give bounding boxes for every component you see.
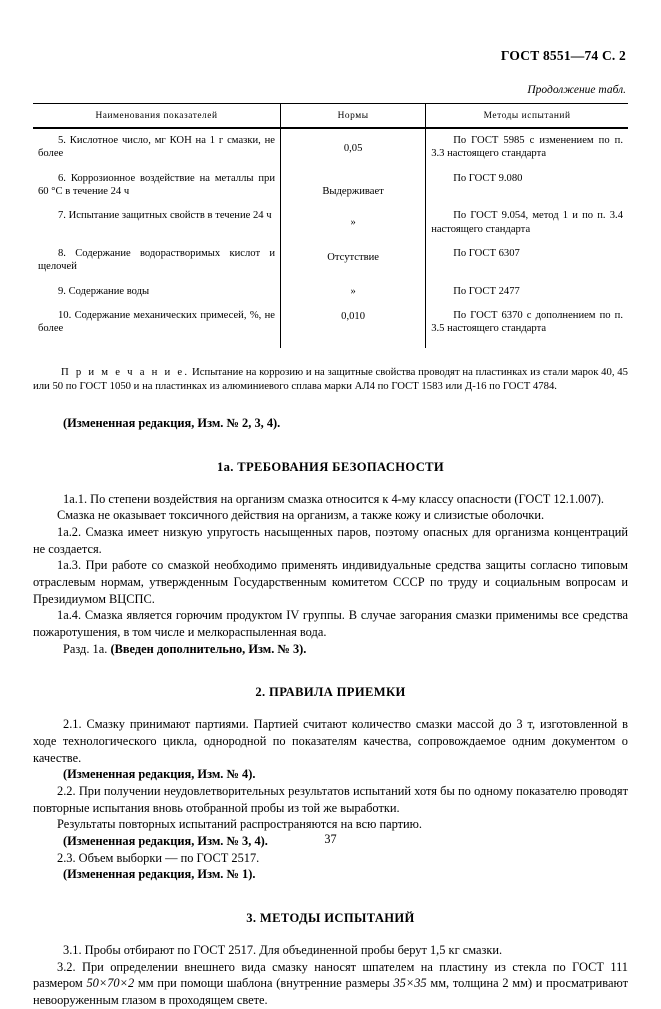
cell-method: По ГОСТ 6370 с дополнением по п. 3.5 настоящего стандарта — [426, 304, 628, 348]
cell-method: По ГОСТ 6307 — [426, 242, 628, 280]
column-header-method: Методы испытаний — [426, 104, 628, 129]
cell-indicator: 6. Коррозионное воздействие на металлы при 60 °С в течение 24 ч — [38, 172, 276, 198]
paragraph-1a-1: 1а.1. По степени воздействия на организм смазка относится к 4-му классу опасности (ГОСТ 12.1.007). — [63, 491, 604, 506]
cell-indicator: 5. Кислотное число, мг КОН на 1 г смазки, не более — [38, 135, 276, 160]
table-row — [33, 242, 628, 280]
column-header-norm: Нормы — [281, 104, 426, 129]
table-row — [33, 128, 628, 167]
amendment-2-2: (Измененная редакция, Изм. № 3, 4). — [63, 834, 268, 849]
cell-norm: Отсутствие — [281, 242, 426, 280]
table-header-row — [33, 104, 628, 129]
cell-method: По ГОСТ 9.054, метод 1 и по п. 3.4 настоящего стандарта — [426, 204, 628, 242]
cell-method: По ГОСТ 5985 с изменением по п. 3.3 настоящего стандарта — [426, 128, 628, 167]
paragraph-3-2-part-c: мм, толщина 2 мм) и просматривают невооруженным глазом в проходящем свете. — [33, 976, 628, 1008]
table-row — [33, 167, 628, 205]
amendment-2-3: (Измененная редакция, Изм. № 1). — [63, 867, 256, 882]
cell-indicator: 10. Содержание механических примесей, %, не более — [38, 310, 276, 335]
paragraph-1a-2: 1а.2. Смазка имеет низкую упругость насыщенных паров, поэтому опасных для организма концентраций не создается. — [33, 525, 628, 556]
cell-method: По ГОСТ 9.080 — [426, 167, 628, 205]
paragraph-3-2-part-a: 3.2. При определении внешнего вида смазку наносят шпателем на пластину из стекла по ГОСТ 111 размером — [33, 959, 628, 991]
table-row — [33, 204, 628, 242]
cell-norm: 0,010 — [281, 304, 426, 348]
note-label: П р и м е ч а н и е. — [61, 365, 190, 378]
specification-table — [33, 103, 628, 348]
section-heading-2: 2. ПРАВИЛА ПРИЕМКИ — [255, 685, 406, 700]
page-number: 37 — [324, 832, 337, 846]
table-row — [33, 280, 628, 304]
paragraph-2-2-extra: Результаты повторных испытаний распространяются на всю партию. — [57, 817, 423, 832]
razd-1a-line — [33, 641, 628, 658]
table-row — [33, 304, 628, 348]
razd-prefix: Разд. 1а. — [63, 641, 111, 656]
cell-norm: 0,05 — [281, 128, 426, 167]
specification-table-wrapper — [33, 103, 628, 348]
amendment-note-table: (Измененная редакция, Изм. № 2, 3, 4). — [63, 416, 281, 431]
section-heading-1a: 1а. ТРЕБОВАНИЯ БЕЗОПАСНОСТИ — [216, 459, 445, 474]
cell-norm: » — [281, 280, 426, 304]
dimension-plate: 50×70×2 — [86, 976, 135, 991]
note-text: Испытание на коррозию и на защитные свойства проводят на пластинках из стали марок 40, 45 или 50 по ГОСТ 1050 и на пластинках из алюминиевого сплава марки АЛ4 по ГОСТ 1583 или Д-16 по ГОСТ 4784. — [33, 365, 628, 392]
section-heading-3: 3. МЕТОДЫ ИСПЫТАНИЙ — [246, 911, 415, 926]
paragraph-1a-3: 1а.3. При работе со смазкой необходимо применять индивидуальные средства защиты согласно типовым отраслевым нормам, утвержденным Государственным комитетом СССР по труду и социальным вопросам и Президиумом ВЦСПС. — [33, 558, 628, 606]
cell-method: По ГОСТ 2477 — [426, 280, 628, 304]
cell-indicator: 7. Испытание защитных свойств в течение 24 ч — [58, 210, 272, 222]
running-head: ГОСТ 8551—74 С. 2 — [500, 48, 626, 63]
paragraph-1a-4: 1а.4. Смазка является горючим продуктом IV группы. В случае загорания смазки применимы все средства пожаротушения, в том числе и мелкораспыленная вода. — [33, 608, 628, 640]
paragraph-1a-1-extra: Смазка не оказывает токсичного действия на организм, а также кожу и слизистые оболочки. — [57, 508, 545, 523]
cell-indicator: 9. Содержание воды — [58, 285, 150, 297]
paragraph-3-2 — [33, 959, 628, 1009]
table-continuation-label: Продолжение табл. — [527, 84, 626, 96]
table-head — [33, 104, 628, 129]
dimension-template: 35×35 — [393, 976, 427, 991]
cell-norm: » — [281, 204, 426, 242]
table-note — [33, 365, 628, 393]
paragraph-3-2-part-b: мм при помощи шаблона (внутренние размеры — [134, 976, 394, 991]
cell-indicator: 8. Содержание водорастворимых кислот и щелочей — [38, 248, 276, 273]
razd-amendment: (Введен дополнительно, Изм. № 3). — [110, 641, 307, 656]
column-header-indicator: Наименования показателей — [33, 104, 281, 129]
paragraph-3-1: 3.1. Пробы отбирают по ГОСТ 2517. Для объединенной пробы берут 1,5 кг смазки. — [63, 943, 503, 958]
table-body — [33, 128, 628, 348]
paragraph-2-3: 2.3. Объем выборки — по ГОСТ 2517. — [57, 850, 260, 865]
paragraph-2-1: 2.1. Смазку принимают партиями. Партией считают количество смазки массой до 3 т, изготовленной в ходе технологического цикла, однородной по показателям качества, сопровождаемое одним документом о качестве. — [33, 717, 628, 765]
amendment-2-1: (Измененная редакция, Изм. № 4). — [63, 767, 256, 782]
paragraph-2-2: 2.2. При получении неудовлетворительных результатов испытаний хотя бы по одному показателю проводят повторные испытания вновь отобранной пробы из той же выработки. — [33, 784, 628, 815]
cell-norm: Выдерживает — [281, 167, 426, 205]
